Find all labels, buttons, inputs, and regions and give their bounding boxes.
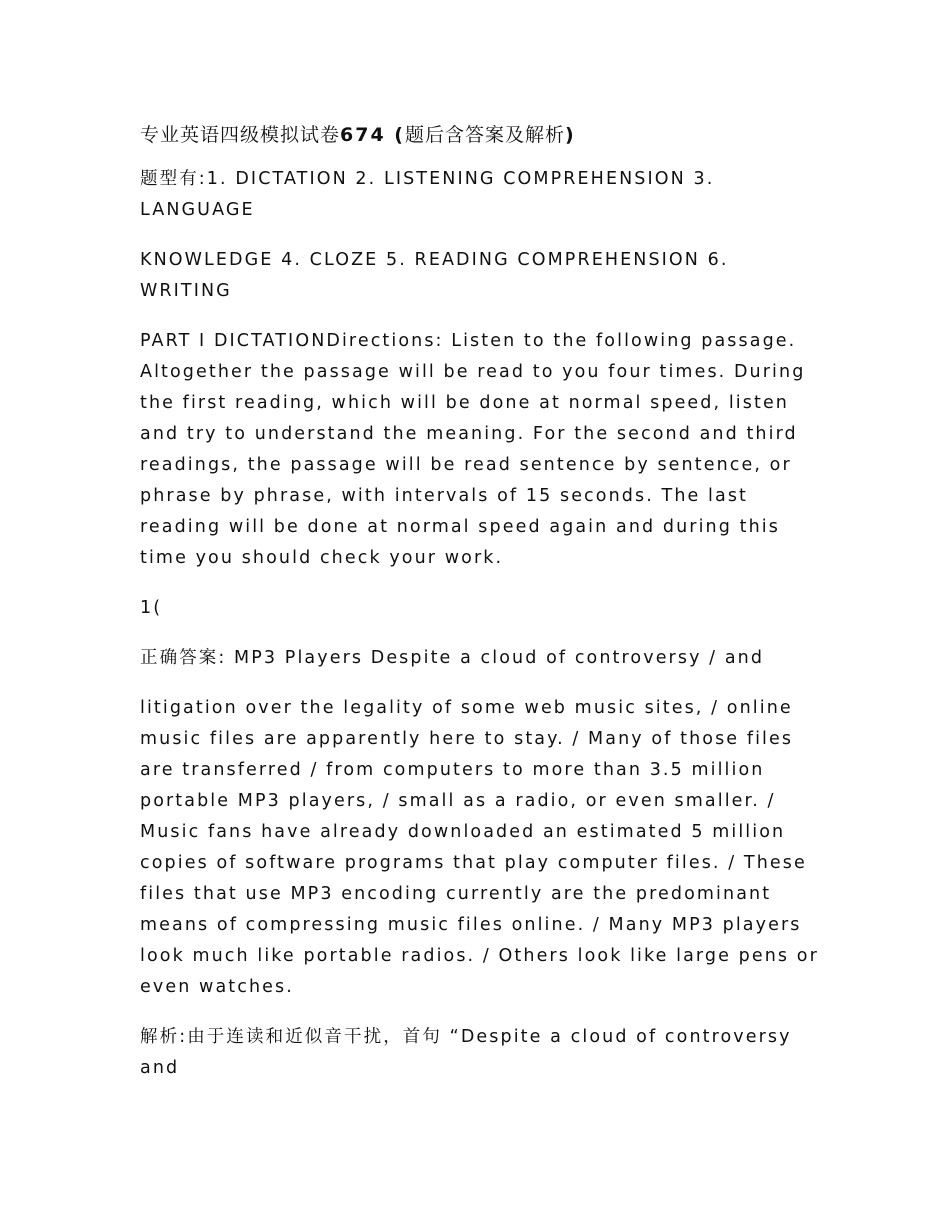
- title-open-paren: (: [385, 124, 405, 146]
- part1-directions: PART I DICTATIONDirections: Listen to the following passage. Altogether the passage will be read to you four times. During the first reading, which will be done at normal speed, listen and try to understand the meaning. For the second and third readings, the passage will be read sentence by sentence, or phrase by phrase, with intervals of 15 seconds. The last reading will be done at normal speed again and during this time you should check your work.: [140, 331, 806, 568]
- answer-line: 正确答案: MP3 Players Despite a cloud of controversy / and: [140, 648, 765, 668]
- title-close-paren: ): [565, 124, 576, 146]
- question-types-line-1: 题型有:1. DICTATION 2. LISTENING COMPREHENSION 3. LANGUAGE: [140, 169, 715, 220]
- title-prefix: 专业英语四级模拟试卷: [140, 124, 341, 146]
- question-types-line-2: KNOWLEDGE 4. CLOZE 5. READING COMPREHENSION 6. WRITING: [140, 250, 729, 301]
- title-number: 674: [340, 124, 386, 146]
- answer-body: litigation over the legality of some web music sites, / online music files are apparently here to stay. / Many of those files are transferred / from computers to more than 3.5 million portable MP3 players, / small as a radio, or even smaller. / Music fans have already downloaded an estimated 5 million copies of software programs that play computer files. / These files that use MP3 encoding currently are the predominant means of compressing music files online. / Many MP3 players look much like portable radios. / Others look like large pens or even watches.: [140, 698, 819, 997]
- analysis: 解析:由于连读和近似音干扰，首句 “Despite a cloud of controversy and: [140, 1027, 792, 1078]
- document-content: [140, 118, 820, 1103]
- title-suffix: 题后含答案及解析: [405, 124, 566, 146]
- question-number: 1(: [140, 598, 163, 618]
- document-title: [140, 118, 820, 152]
